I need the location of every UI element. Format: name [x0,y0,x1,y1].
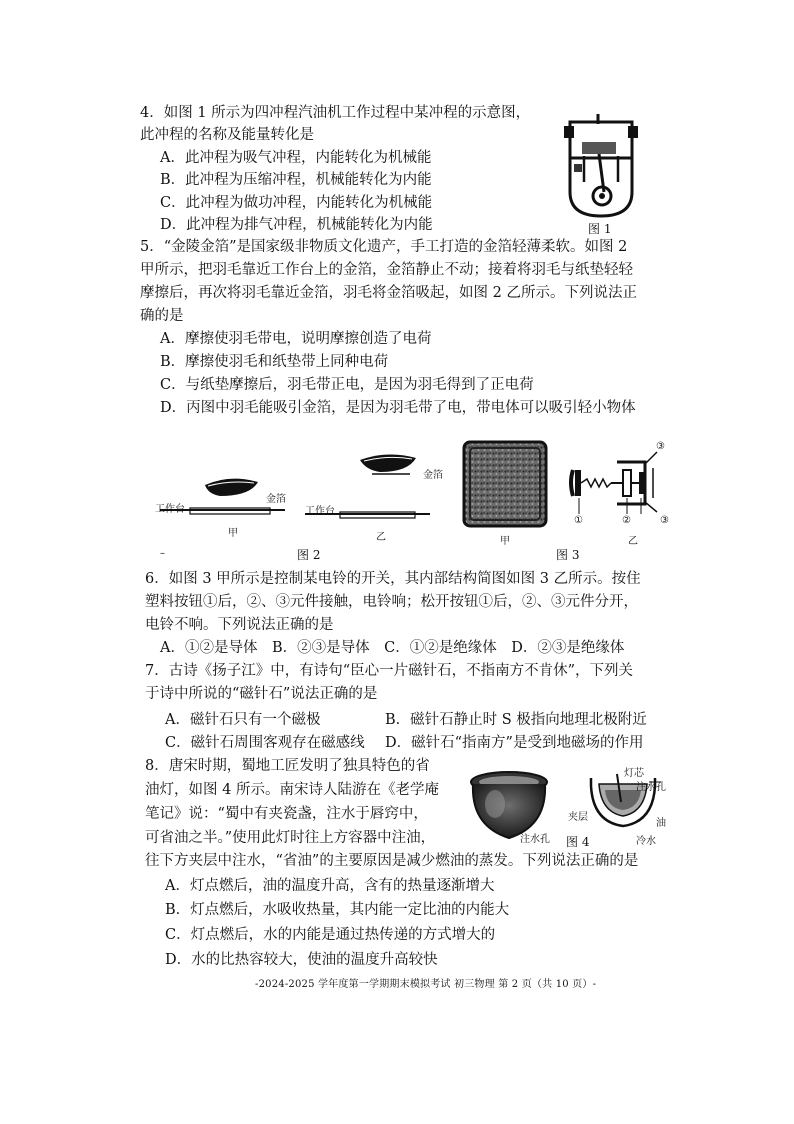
q7-option-d: D．磁针石“指南方”是受到地磁场的作用 [385,735,644,751]
bell-switch-photo [462,440,548,528]
fig3-sub-label-jia: 甲 [500,536,510,547]
q7-option-c: C．磁针石周围客观存在磁感线 [165,735,365,751]
q4-option-b: B．此冲程为压缩冲程，机械能转化为内能 [160,172,432,188]
q6-options: A．①②是导体 B．②③是导体 C．①②是绝缘体 D．②③是绝缘体 [160,640,625,656]
q6-stem-line-3: 电铃不响。下列说法正确的是 [145,617,334,633]
fig4-photo-label: 注水孔 [520,834,550,845]
q5-stem-line-3: 摩擦后，再次将羽毛靠近金箔，羽毛将金箔吸起，如图 2 乙所示。下列说法正 [140,285,637,301]
q8-option-a: A．灯点燃后，油的温度升高，含有的热量逐渐增大 [165,878,495,894]
q8-stem-line-1: 8．唐宋时期，蜀地工匠发明了独具特色的省 [145,758,430,774]
fig2-sub-label-yi: 乙 [376,532,386,543]
q7-stem-line-1: 7．古诗《扬子江》中，有诗句“臣心一片磁针石，不指南方不肯休”，下列关 [145,663,634,679]
q4-option-d: D．此冲程为排气冲程，机械能转化为内能 [160,217,433,233]
q4-option-a: A．此冲程为吸气冲程，内能转化为机械能 [160,150,432,166]
fig3-marker-1: ① [574,515,583,526]
q6-stem-line-2: 塑料按钮①后，②、③元件接触，电铃响；松开按钮①后，②、③元件分开， [145,594,638,610]
q5-option-a: A．摩擦使羽毛带电，说明摩擦创造了电荷 [160,331,432,347]
fig2-bench-label-1: 工作台 [155,504,185,515]
fig2-foil-label-1: 金箔 [266,494,286,505]
fig2-caption: 图 2 [297,548,321,562]
q7-stem-line-2: 于诗中所说的“磁针石”说法正确的是 [145,686,378,702]
fig4-inlet-label: 注水孔 [636,782,666,793]
engine-stroke-diagram [560,112,645,222]
fig3-caption: 图 3 [556,548,580,562]
fig2-bench-label-2: 工作台 [305,506,335,517]
q4-stem-line-1: 4．如图 1 所示为四冲程汽油机工作过程中某冲程的示意图， [140,105,531,121]
q6-stem-line-1: 6．如图 3 甲所示是控制某电铃的开关，其内部结构简图如图 3 乙所示。按住 [145,571,641,587]
fig2-foil-label-2: 金箔 [423,470,443,481]
q5-option-d: D．丙图中羽毛能吸引金箔，是因为羽毛带了电，带电体可以吸引轻小物体 [160,400,636,416]
q8-option-c: C．灯点燃后，水的内能是通过热传递的方式增大的 [165,927,496,943]
q5-stem-line-1: 5．“金陵金箔”是国家级非物质文化遗产，手工打造的金箔轻薄柔软。如图 2 [140,239,628,255]
q8-stem-line-4: 可省油之半。”使用此灯时往上方容器中注油， [145,830,436,846]
fig3-marker-3-top: ③ [656,441,665,452]
fig4-oil-label: 油 [656,818,666,829]
q4-stem-line-2: 此冲程的名称及能量转化是 [140,127,314,143]
fig2-dash: – [160,548,165,559]
q5-stem-line-4: 确的是 [140,308,184,324]
q5-option-b: B．摩擦使羽毛和纸垫带上同种电荷 [160,354,389,370]
q7-option-b: B．磁针石静止时 S 极指向地理北极附近 [385,712,647,728]
fig4-layer-label: 夹层 [568,812,588,823]
q5-stem-line-2: 甲所示，把羽毛靠近工作台上的金箔，金箔静止不动；接着将羽毛与纸垫轻轻 [140,262,633,278]
fig1-caption: 图 1 [588,222,612,236]
fig4-wick-label: 灯芯 [624,768,644,779]
fig3-sub-label-yi: 乙 [628,536,638,547]
q7-option-a: A．磁针石只有一个磁极 [165,712,321,728]
q8-stem-line-3: 笔记》说：“蜀中有夹瓷盏，注水于唇窍中， [145,806,428,822]
fig4-water-label: 冷水 [636,836,656,847]
page-footer: -2024-2025 学年度第一学期期末模拟考试 初三物理 第 2 页（共 10 页）- [255,979,597,990]
q5-option-c: C．与纸垫摩擦后，羽毛带正电，是因为羽毛得到了正电荷 [160,377,534,393]
fig3-marker-2: ② [622,515,631,526]
q8-option-d: D．水的比热容较大，使油的温度升高较快 [165,952,438,968]
q4-option-c: C．此冲程为做功冲程，内能转化为机械能 [160,195,433,211]
fig4-caption: 图 4 [566,835,590,849]
q8-stem-line-5: 往下方夹层中注水，“省油”的主要原因是减少燃油的蒸发。下列说法正确的是 [145,853,639,869]
q8-stem-line-2: 油灯，如图 4 所示。南宋诗人陆游在《老学庵 [145,782,439,798]
fig2-sub-label-jia: 甲 [228,528,238,539]
q8-option-b: B．灯点燃后，水吸收热量，其内能一定比油的内能大 [165,902,510,918]
fig3-marker-3: ③ [660,515,669,526]
